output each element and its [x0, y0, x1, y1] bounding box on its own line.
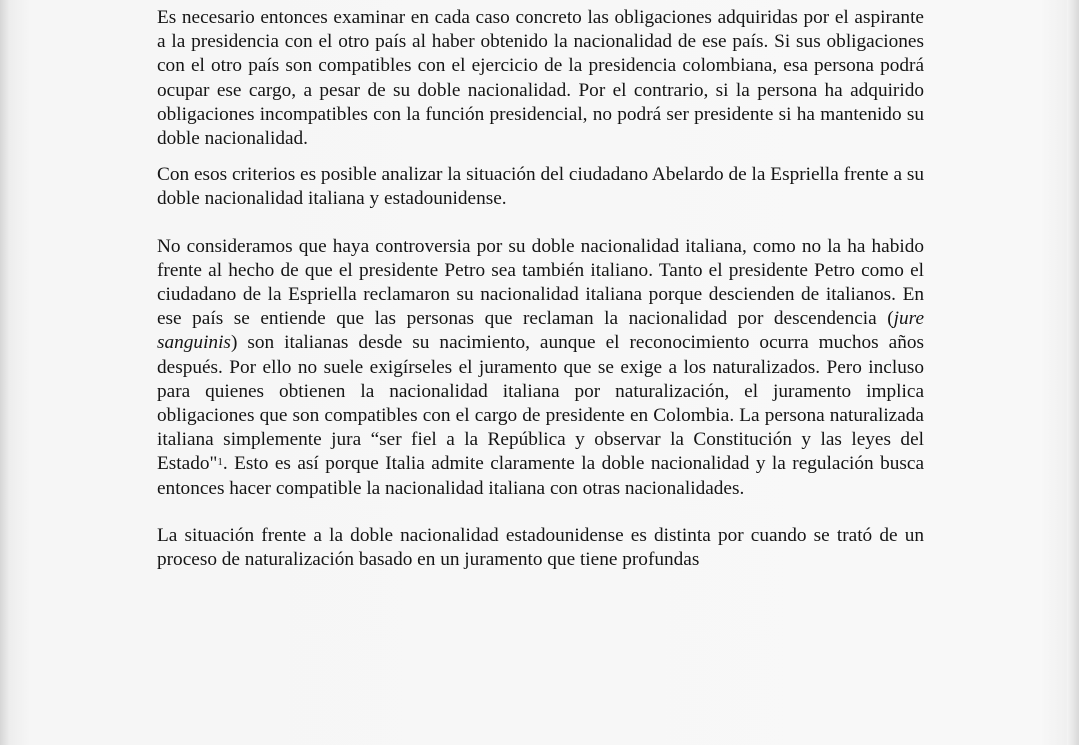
latin-term: jure sanguinis [157, 308, 924, 354]
paragraph-text: ) son italianas desde su nacimiento, aunque el reconocimiento ocurra muchos años después. Por ello no suele exigírseles el juramento que se exige a los naturalizados. Pero incluso para quienes obtienen la nacionalidad italiana por naturalización, el juramento implica obligaciones que son compatibles con el cargo de presidente en Colombia. La persona naturalizada italiana simplemente jura “ser fiel a la República y observar la Constitución y las leyes del Estado" [157, 332, 924, 475]
page-right-shadow [1067, 0, 1079, 745]
paragraph-nacionalidad-italiana [157, 235, 924, 501]
paragraph-obligaciones: Es necesario entonces examinar en cada caso concreto las obligaciones adquiridas por el aspirante a la presidencia con el otro país al haber obtenido la nacionalidad de ese país. Si sus obligaciones con el otro país son compatibles con el ejercicio de la presidencia colombiana, esa persona podrá ocupar ese cargo, a pesar de su doble nacionalidad. Por el contrario, si la persona ha adquirido obligaciones incompatibles con la función presidencial, no podrá ser presidente si ha mantenido su doble nacionalidad. [157, 7, 924, 150]
paragraph-text: No consideramos que haya controversia por su doble nacionalidad italiana, como no la ha habido frente al hecho de que el presidente Petro sea también italiano. Tanto el presidente Petro como el ciudadano de la Espriella reclamaron su nacionalidad italiana porque descienden de italianos. En ese país se entiende que las personas que reclaman la nacionalidad por descendencia ( [157, 235, 924, 330]
paragraph-criterios: Con esos criterios es posible analizar la situación del ciudadano Abelardo de la Espriella frente a su doble nacionalidad italiana y estadounidense. [157, 164, 924, 210]
paragraph-nacionalidad-estadounidense: La situación frente a la doble nacionalidad estadounidense es distinta por cuando se trató de un proceso de naturalización basado en un juramento que tiene profundas [157, 524, 924, 571]
footnote-reference[interactable]: 1 [217, 456, 223, 469]
document-body [157, 6, 924, 584]
paragraph-text: . Esto es así porque Italia admite claramente la doble nacionalidad y la regulación busca entonces hacer compatible la nacionalidad italiana con otras nacionalidades. [157, 453, 924, 499]
page-left-shadow [0, 0, 9, 745]
